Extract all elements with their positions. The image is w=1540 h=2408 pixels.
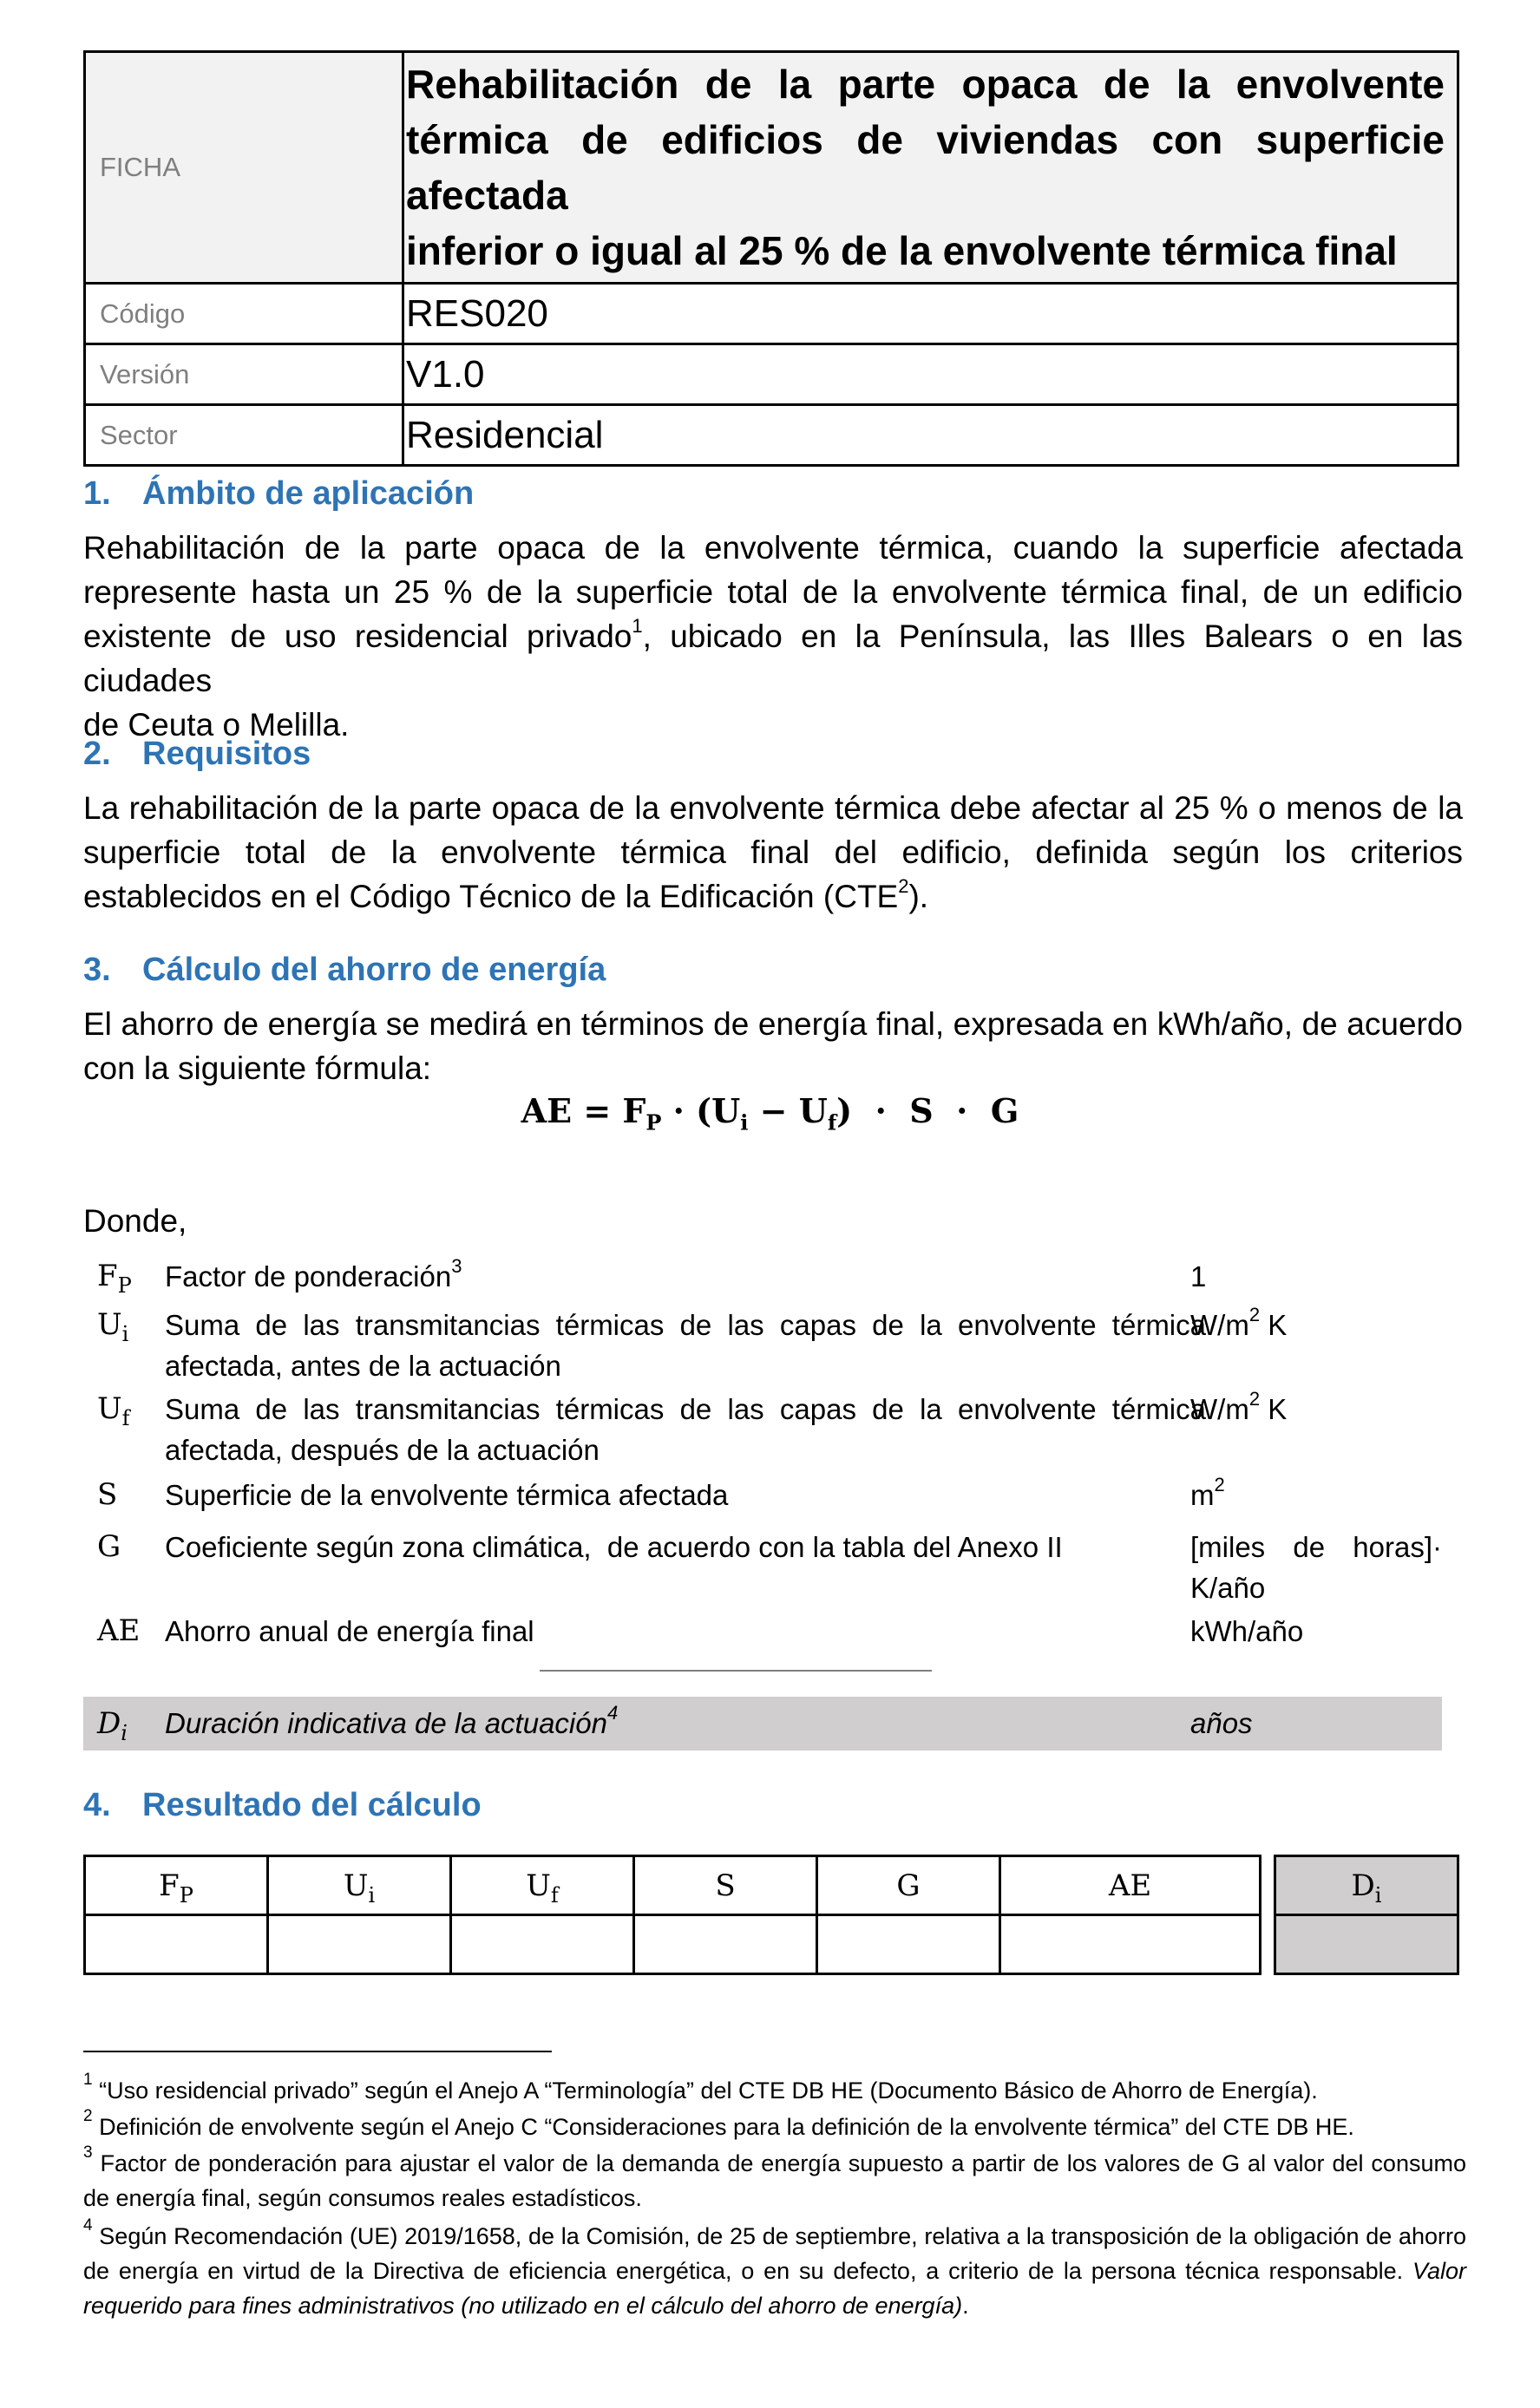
s1-line-2: represente hasta un 25 % de la superficie total de la envolvente térmica final, de un edificio: [83, 574, 1463, 610]
ficha-label: FICHA: [85, 52, 403, 284]
variable-unit: $m^2$: [1190, 1474, 1225, 1511]
variable-unit: $W/m^2$ K: [1190, 1304, 1288, 1341]
s3-line-1: El ahorro de energía se medirá en términos de energía final, expresada en kWh/año, de acuerdo: [83, 1006, 1463, 1042]
footnote-ref-1: 1: [632, 614, 643, 637]
variable-symbol: $D_i$: [97, 1706, 128, 1745]
variable-unit: 1: [1190, 1260, 1207, 1292]
variable-row-fp: [83, 1256, 1442, 1299]
sector-value: Residencial: [403, 405, 1458, 466]
result-header-uf: $U_f$: [451, 1856, 634, 1915]
variable-unit: años: [1190, 1707, 1253, 1739]
result-cell-g[interactable]: [817, 1915, 1000, 1974]
variable-symbol: G: [97, 1529, 121, 1564]
variable-row-ui: [83, 1305, 1442, 1386]
variable-symbol: $U_i$: [97, 1307, 129, 1346]
energy-savings-formula: AE = $F_P \cdot (U_i - U_f) \cdot S \cdot G$: [521, 1091, 1019, 1135]
section-1-heading: [83, 475, 474, 513]
variable-symbol: S: [97, 1477, 118, 1512]
sector-label: Sector: [85, 405, 403, 466]
result-cell-ui[interactable]: [268, 1915, 451, 1974]
results-table-di: [1274, 1855, 1459, 1975]
result-header-g: G: [817, 1856, 1000, 1915]
s2-line-3: establecidos en el Código Técnico de la Edificación (CTE$^2$).: [83, 874, 929, 914]
title-line-2: térmica de edificios de viviendas con superficie afectada: [406, 117, 1445, 218]
section-1-paragraph: [83, 526, 1463, 747]
codigo-label: Código: [85, 284, 403, 344]
result-header-di: $D_i$: [1275, 1856, 1458, 1915]
result-header-ui: $U_i$: [268, 1856, 451, 1915]
section-2-number: 2.: [83, 736, 111, 772]
section-2-heading: [83, 736, 311, 773]
result-cell-ae[interactable]: [1000, 1915, 1261, 1974]
footnote-4: $^4$ Según Recomendación (UE) 2019/1658, de la Comisión, de 25 de septiembre, relativa a la transposición de la obligación de ahorro de energía en virtud de la Directiva de eficiencia energética, o en su defecto, a criterio de la persona técnica responsable. Valor requerido para fines administrativos (no utilizado en el cálculo del ahorro de energía).: [83, 2216, 1466, 2319]
codigo-value: RES020: [403, 284, 1458, 344]
ficha-table: [83, 50, 1459, 467]
variable-symbol: AE: [97, 1613, 141, 1648]
result-header-s: S: [634, 1856, 817, 1915]
variable-row-uf: [83, 1389, 1442, 1470]
version-label: Versión: [85, 344, 403, 405]
footnote-3: $^3$ Factor de ponderación para ajustar el valor de la demanda de energía supuesto a partir de los valores de G al valor del consumo de energía final, según consumos reales estadísticos.: [83, 2143, 1466, 2211]
variable-row-s: [83, 1475, 1442, 1518]
result-cell-s[interactable]: [634, 1915, 817, 1974]
variable-row-di: [83, 1697, 1442, 1750]
s1-line-4: de Ceuta o Melilla.: [83, 707, 350, 743]
section-3-number: 3.: [83, 952, 111, 988]
section-4-title: Resultado del cálculo: [142, 1787, 482, 1823]
variable-description: Superficie de la envolvente térmica afectada: [165, 1479, 729, 1511]
result-header-ae: AE: [1000, 1856, 1261, 1915]
variable-symbol: $U_f$: [97, 1391, 130, 1430]
section-4-number: 4.: [83, 1787, 111, 1823]
s2-line-2: superficie total de la envolvente térmica final del edificio, definida según los criterios: [83, 834, 1463, 870]
footnote-1: $^1$ “Uso residencial privado” según el Anejo A “Terminología” del CTE DB HE (Documento Básico de Ahorro de Energía).: [83, 2071, 1318, 2104]
title-line-1: Rehabilitación de la parte opaca de la envolvente: [406, 62, 1445, 107]
section-3-heading: [83, 952, 606, 989]
result-cell-di[interactable]: [1275, 1915, 1458, 1974]
section-1-title: Ámbito de aplicación: [142, 475, 475, 512]
variable-unit: kWh/año: [1190, 1615, 1304, 1647]
variable-unit: $W/m^2$ K: [1190, 1388, 1288, 1425]
results-table: [83, 1855, 1261, 1975]
s1-line-1: Rehabilitación de la parte opaca de la envolvente térmica, cuando la superficie afectada: [83, 530, 1463, 566]
section-2-paragraph: [83, 786, 1463, 919]
donde-label: Donde,: [83, 1203, 187, 1239]
section-3-title: Cálculo del ahorro de energía: [142, 952, 606, 988]
section-3-paragraph: [83, 1002, 1463, 1090]
result-cell-fp[interactable]: [85, 1915, 268, 1974]
s1-line-3: existente de uso residencial privado$^1$, ubicado en la Península, las Illes Balears o en las ciudades: [83, 614, 1463, 698]
variable-unit: [miles de horas]· K/año: [1190, 1531, 1442, 1604]
variable-description: Ahorro anual de energía final: [165, 1615, 534, 1647]
version-value: V1.0: [403, 344, 1458, 405]
footnote-2: $^2$ Definición de envolvente según el Anejo C “Consideraciones para la definición de la envolvente térmica” del CTE DB HE.: [83, 2107, 1354, 2140]
variable-description: Coeficiente según zona climática, de acuerdo con la tabla del Anexo II: [165, 1531, 1063, 1563]
variable-description: Suma de las transmitancias térmicas de las capas de la envolvente térmica afectada, antes de la actuación: [165, 1309, 1206, 1382]
variable-symbol: $F_P$: [97, 1259, 132, 1298]
title-line-3: inferior o igual al 25 % de la envolvente térmica final: [406, 228, 1398, 273]
footnote-ref-2: 2: [898, 874, 909, 897]
variable-description: Factor de ponderación$^3$: [165, 1255, 462, 1292]
s3-line-2: con la siguiente fórmula:: [83, 1050, 432, 1086]
result-header-fp: $F_P$: [85, 1856, 268, 1915]
variable-description: Duración indicativa de la actuación$^4$: [165, 1702, 619, 1739]
footnote-separator: [83, 2051, 552, 2052]
s2-line-1: La rehabilitación de la parte opaca de la envolvente térmica debe afectar al 25 % o menos de la: [83, 790, 1463, 826]
variable-description: Suma de las transmitancias térmicas de las capas de la envolvente térmica afectada, después de la actuación: [165, 1393, 1206, 1466]
section-2-title: Requisitos: [142, 736, 311, 772]
ficha-title: [403, 52, 1458, 284]
underline-divider: [540, 1670, 932, 1672]
variable-row-g: [83, 1527, 1442, 1610]
section-4-heading: [83, 1787, 482, 1824]
result-cell-uf[interactable]: [451, 1915, 634, 1974]
section-1-number: 1.: [83, 475, 111, 512]
variable-row-ae: [83, 1611, 1442, 1654]
